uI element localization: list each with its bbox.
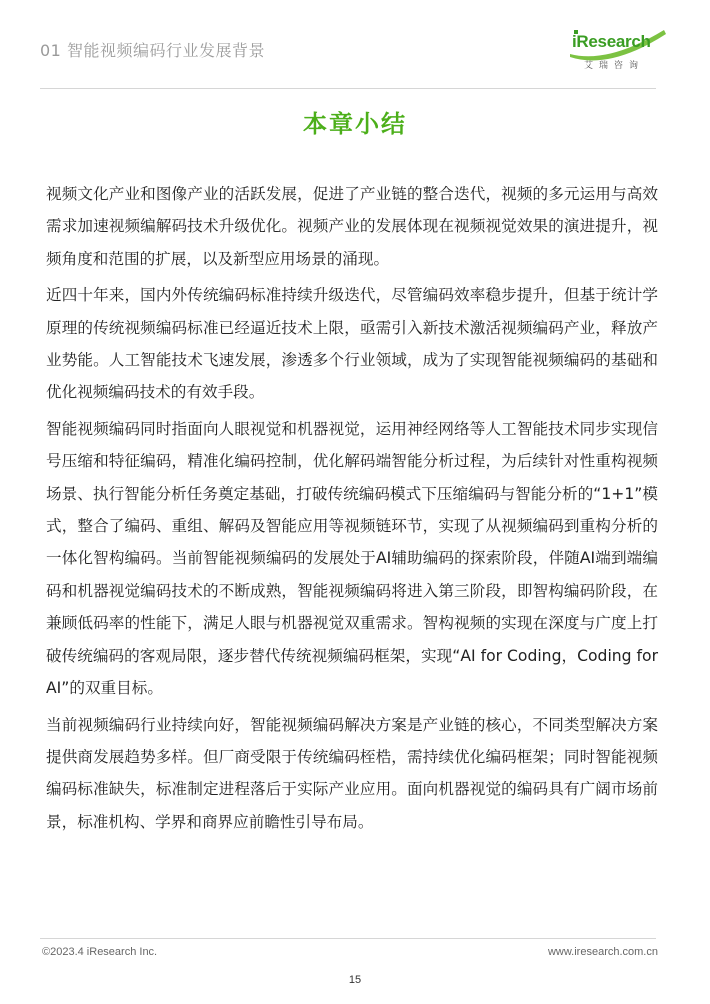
chapter-title: 本章小结 — [303, 110, 407, 138]
iresearch-logo — [568, 24, 668, 72]
summary-body — [46, 178, 658, 842]
paragraph: 当前视频编码行业持续向好，智能视频编码解决方案是产业链的核心，不同类型解决方案提供商发展趋势多样。但厂商受限于传统编码桎梏，需持续优化编码框架；同时智能视频编码标准缺失，标准制定进程落后于实际产业应用。面向机器视觉的编码具有广阔市场前景，标准机构、学界和商界应前瞻性引导布局。 — [46, 715, 658, 831]
logo-sub-text: 艾瑞咨询 — [584, 61, 645, 71]
website-link[interactable]: www.iresearch.com.cn — [547, 946, 658, 958]
footer-divider — [40, 938, 656, 939]
logo-brand-text: iResearch — [572, 32, 651, 51]
paragraph: 视频文化产业和图像产业的活跃发展，促进了产业链的整合迭代，视频的多元运用与高效需求加速视频编解码技术升级优化。视频产业的发展体现在视频视觉效果的演进提升，视频角度和范围的扩展，以及新型应用场景的涌现。 — [46, 185, 658, 268]
paragraph: 智能视频编码同时指面向人眼视觉和机器视觉，运用神经网络等人工智能技术同步实现信号压缩和特征编码，精准化编码控制，优化解码端智能分析过程，为后续针对性重构视频场景、执行智能分析任务奠定基础，打破传统编码模式下压缩编码与智能分析的“1+1”模式，整合了编码、重组、解码及智能应用等视频链环节，实现了从视频编码到重构分析的一体化智构编码。当前智能视频编码的发展处于AI辅助编码的探索阶段，伴随AI端到端编码和机器视觉编码技术的不断成熟，智能视频编码将进入第三阶段，即智构编码阶段，在兼顾低码率的性能下，满足人眼与机器视觉双重需求。智构视频的实现在深度与广度上打破传统编码的客观局限，逐步替代传统视频编码框架，实现“AI for Coding，Coding for AI”的双重目标。 — [46, 419, 658, 698]
section-header-title: 01 智能视频编码行业发展背景 — [40, 41, 265, 60]
paragraph: 近四十年来，国内外传统编码标准持续升级迭代，尽管编码效率稳步提升，但基于统计学原理的传统视频编码标准已经逼近技术上限，亟需引入新技术激活视频编码产业，释放产业势能。人工智能技术飞速发展，渗透多个行业领域，成为了实现智能视频编码的基础和优化视频编码技术的有效手段。 — [46, 286, 658, 402]
page-number: 15 — [348, 974, 362, 986]
header-divider — [40, 88, 656, 89]
copyright-text: ©2023.4 iResearch Inc. — [42, 946, 158, 958]
